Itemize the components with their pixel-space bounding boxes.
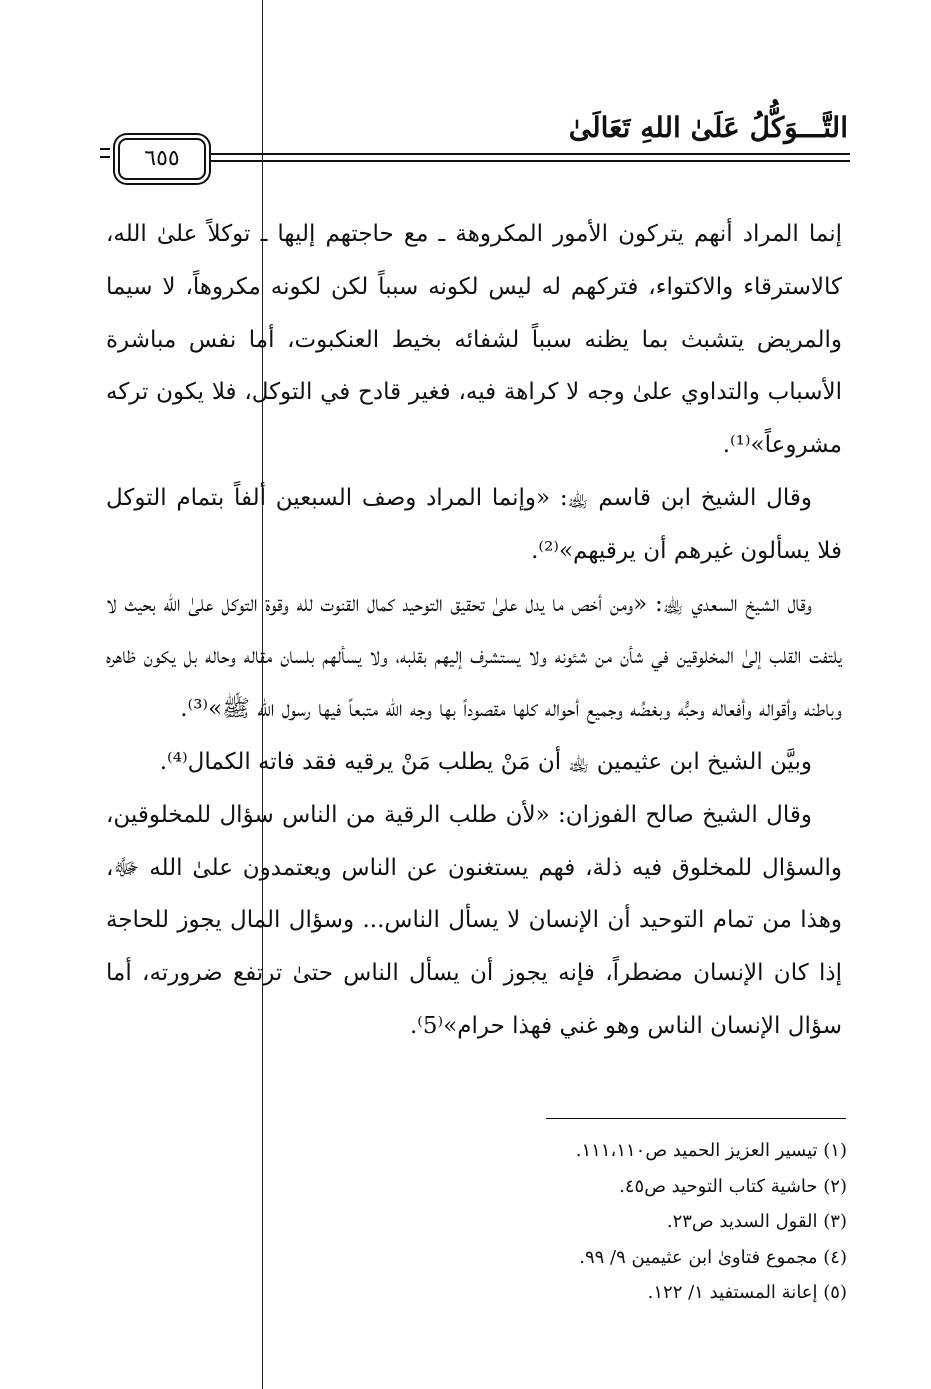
header-ornament: [100, 148, 110, 158]
running-title: التَّـــوَكُّلُ عَلَىٰ اللهِ تَعَالَىٰ: [568, 111, 848, 144]
footnote: (٥) إعانة المستفيد ١/ ١٢٢.: [647, 1282, 847, 1303]
paragraph: إنما المراد أنهم يتركون الأمور المكروهة ـ مع حاجتهم إليها ـ توكلاً علىٰ الله، كالاسترقاء والاكتواء، فتركهم له ليس لكونه سبباً لكن لكونه مكروهاً، لا سيما والمريض يتشبث بما يظنه سبباً لشفائه بخيط العنكبوت، أما نفس مباشرة الأسباب والتداوي علىٰ وجه لا كراهة فيه، فغير قادح في التوكل، فلا يكون تركه مشروعاً»⁽¹⁾.: [106, 221, 842, 459]
paragraph: وقال الشيخ صالح الفوزان: «لأن طلب الرقية من الناس سؤال للمخلوقين، والسؤال للمخلوق فيه ذلة، فهم يستغنون عن الناس ويعتمدون علىٰ الله ﷻ، وهذا من تمام التوحيد أن الإنسان لا يسأل الناس... وسؤال المال يجوز للحاجة إذا كان الإنسان مضطراً، فإنه يجوز أن يسأل الناس حتىٰ ترتفع ضرورته، أما سؤال الإنسان الناس وهو غني فهذا حرام»⁽5⁾.: [106, 801, 842, 1039]
page-number: ٦٥٥: [118, 138, 206, 180]
paragraph: وقال الشيخ السعدي ﵀: «ومن أخص ما يدل علىٰ تحقيق التوحيد كمال القنوت لله وقوة التوكل علىٰ الله بحيث لا يلتفت القلب إلىٰ المخلوقين في شأن من شئونه ولا يستشرف إليهم بقلبه، ولا يسألهم بلسان مقاله وحاله بل يكون ظاهره وباطنه وأقواله وأفعاله وحبُّه وبغضُه وجميع أحواله كلها مقصوداً بها وجه الله متبعاً فيها رسول الله ﷺ»⁽³⁾.: [106, 590, 842, 723]
footnote: (٢) حاشية كتاب التوحيد ص٤٥.: [619, 1175, 847, 1197]
footnote-separator: [546, 1118, 846, 1119]
paragraph: وقال الشيخ ابن قاسم ﵀: «وإنما المراد وصف السبعين ألفاً بتمام التوكل فلا يسألون غيرهم أن يرقيهم»⁽²⁾.: [106, 484, 842, 564]
main-text: [106, 208, 842, 1053]
footnote: (٤) مجموع فتاوىٰ ابن عثيمين ٩/ ٩٩.: [579, 1246, 847, 1268]
header-rule-top: [210, 153, 850, 155]
paragraph: وبيَّن الشيخ ابن عثيمين ﵀ أن مَنْ يطلب مَنْ يرقيه فقد فاته الكمال⁽⁴⁾.: [159, 748, 812, 775]
page-header: [100, 104, 850, 184]
header-rule-bottom: [210, 160, 850, 162]
footnotes: [347, 1133, 847, 1311]
footnote: (١) تيسير العزيز الحميد ص١١١،١١٠.: [575, 1140, 847, 1161]
footnote: (٣) القول السديد ص٢٣.: [666, 1211, 847, 1232]
